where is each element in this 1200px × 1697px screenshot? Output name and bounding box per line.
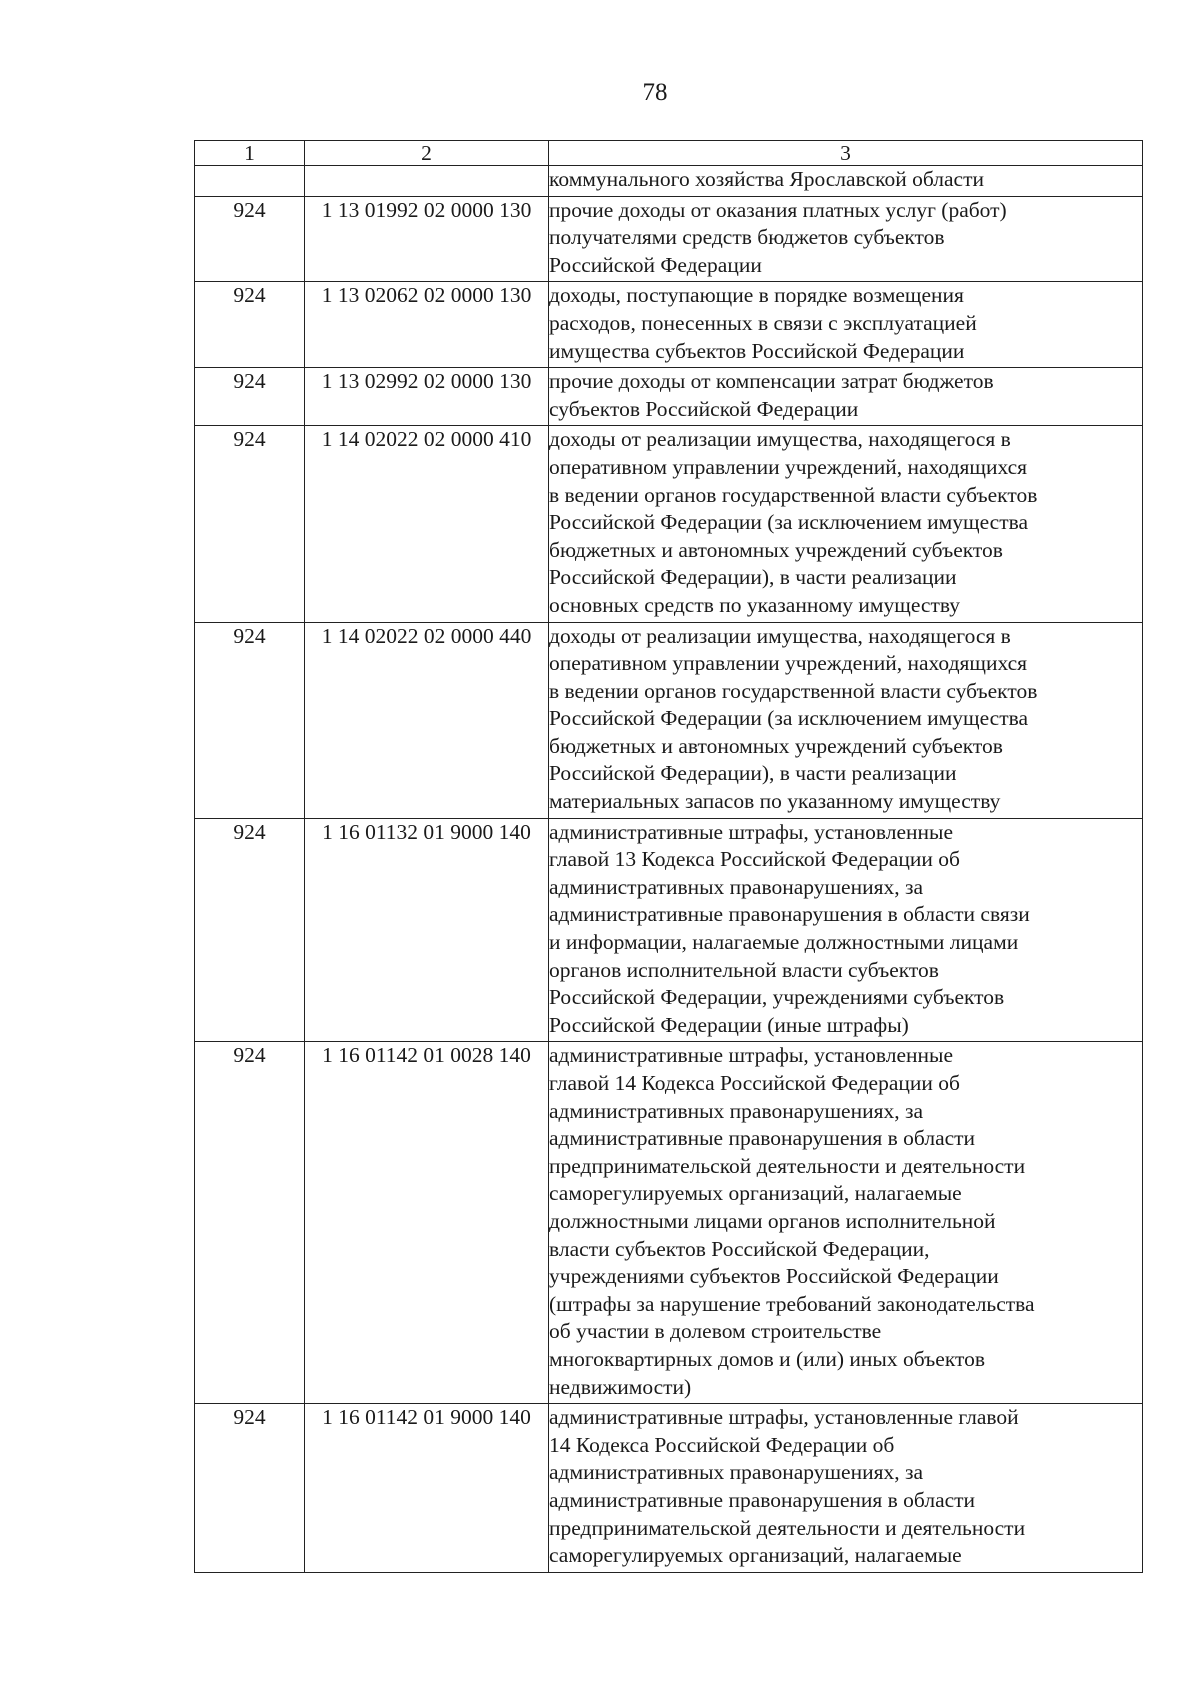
description-line: административные правонарушения в области bbox=[549, 1487, 976, 1512]
description-line: расходов, понесенных в связи с эксплуатацией bbox=[549, 310, 977, 335]
description-line: многоквартирных домов и (или) иных объектов bbox=[549, 1346, 985, 1371]
description-line: Российской Федерации (за исключением имущества bbox=[549, 510, 1029, 535]
description-line: субъектов Российской Федерации bbox=[549, 396, 859, 421]
description-line: прочие доходы от компенсации затрат бюджетов bbox=[549, 369, 994, 394]
admin-code-cell: 924 bbox=[195, 622, 305, 818]
table-row-continuation bbox=[195, 166, 1143, 197]
admin-code-cell: 924 bbox=[195, 282, 305, 368]
description-line: Российской Федерации, учреждениями субъектов bbox=[549, 985, 1005, 1010]
description-line: основных средств по указанному имуществу bbox=[549, 592, 961, 617]
description-line: коммунального хозяйства Ярославской области bbox=[549, 167, 984, 191]
description-line: Российской Федерации (за исключением имущества bbox=[549, 706, 1029, 731]
admin-code-cell: 924 bbox=[195, 426, 305, 622]
description-cell bbox=[549, 196, 1143, 282]
kbk-code-cell: 1 14 02022 02 0000 440 bbox=[305, 622, 549, 818]
description-line: доходы, поступающие в порядке возмещения bbox=[549, 283, 964, 308]
kbk-code-cell: 1 13 02062 02 0000 130 bbox=[305, 282, 549, 368]
description-line: должностными лицами органов исполнительной bbox=[549, 1208, 996, 1233]
header-cell-1: 1 bbox=[195, 141, 305, 166]
description-line: 14 Кодекса Российской Федерации об bbox=[549, 1432, 895, 1457]
description-line: саморегулируемых организаций, налагаемые bbox=[549, 1181, 962, 1206]
description-line: главой 13 Кодекса Российской Федерации об bbox=[549, 847, 960, 872]
description-line: прочие доходы от оказания платных услуг (работ) bbox=[549, 197, 1007, 222]
description-cell bbox=[549, 166, 1143, 197]
description-cell bbox=[549, 282, 1143, 368]
description-line: в ведении органов государственной власти субъектов bbox=[549, 678, 1038, 703]
header-cell-2: 2 bbox=[305, 141, 549, 166]
description-cell bbox=[549, 1042, 1143, 1404]
description-cell bbox=[549, 622, 1143, 818]
description-line: (штрафы за нарушение требований законодательства bbox=[549, 1291, 1035, 1316]
header-cell-3: 3 bbox=[549, 141, 1143, 166]
kbk-code-cell: 1 13 01992 02 0000 130 bbox=[305, 196, 549, 282]
page-number: 78 bbox=[642, 79, 668, 106]
admin-code-cell: 924 bbox=[195, 368, 305, 426]
description-line: власти субъектов Российской Федерации, bbox=[549, 1236, 930, 1261]
description-line: доходы от реализации имущества, находящегося в bbox=[549, 427, 1011, 452]
admin-code-cell: 924 bbox=[195, 818, 305, 1042]
description-line: бюджетных и автономных учреждений субъектов bbox=[549, 537, 1003, 562]
admin-code-cell: 924 bbox=[195, 1042, 305, 1404]
table-row bbox=[195, 1042, 1143, 1404]
description-line: административные штрафы, установленные главой bbox=[549, 1405, 1019, 1430]
description-line: органов исполнительной власти субъектов bbox=[549, 957, 939, 982]
description-line: административных правонарушениях, за bbox=[549, 874, 924, 899]
description-line: доходы от реализации имущества, находящегося в bbox=[549, 623, 1011, 648]
description-line: оперативном управлении учреждений, находящихся bbox=[549, 454, 1028, 479]
description-line: Российской Федерации bbox=[549, 252, 762, 277]
description-line: административные правонарушения в области связи bbox=[549, 902, 1030, 927]
kbk-code-cell bbox=[305, 166, 549, 197]
table-row bbox=[195, 282, 1143, 368]
description-cell bbox=[549, 368, 1143, 426]
kbk-code-cell: 1 16 01142 01 9000 140 bbox=[305, 1404, 549, 1573]
description-line: административные штрафы, установленные bbox=[549, 1043, 953, 1068]
description-line: и информации, налагаемые должностными лицами bbox=[549, 930, 1019, 955]
description-cell bbox=[549, 1404, 1143, 1573]
table-row bbox=[195, 368, 1143, 426]
description-line: предпринимательской деятельности и деятельности bbox=[549, 1153, 1026, 1178]
description-line: бюджетных и автономных учреждений субъектов bbox=[549, 733, 1003, 758]
description-line: учреждениями субъектов Российской Федерации bbox=[549, 1264, 999, 1289]
description-line: об участии в долевом строительстве bbox=[549, 1319, 882, 1344]
table-row bbox=[195, 622, 1143, 818]
table-row bbox=[195, 1404, 1143, 1573]
description-line: оперативном управлении учреждений, находящихся bbox=[549, 651, 1028, 676]
table-row bbox=[195, 818, 1143, 1042]
admin-code-cell: 924 bbox=[195, 1404, 305, 1573]
description-line: материальных запасов по указанному имуществу bbox=[549, 789, 1001, 814]
description-line: административные правонарушения в области bbox=[549, 1126, 976, 1151]
description-line: получателями средств бюджетов субъектов bbox=[549, 225, 945, 250]
description-line: имущества субъектов Российской Федерации bbox=[549, 338, 965, 363]
description-line: главой 14 Кодекса Российской Федерации об bbox=[549, 1071, 960, 1095]
kbk-code-cell: 1 16 01132 01 9000 140 bbox=[305, 818, 549, 1042]
description-line: административных правонарушениях, за bbox=[549, 1098, 924, 1123]
description-line: Российской Федерации), в части реализации bbox=[549, 565, 957, 590]
description-line: административных правонарушениях, за bbox=[549, 1460, 924, 1485]
kbk-code-cell: 1 13 02992 02 0000 130 bbox=[305, 368, 549, 426]
description-line: административные штрафы, установленные bbox=[549, 819, 953, 844]
description-line: недвижимости) bbox=[549, 1374, 692, 1399]
description-line: Российской Федерации), в части реализации bbox=[549, 761, 957, 786]
admin-code-cell: 924 bbox=[195, 196, 305, 282]
revenue-codes-table bbox=[194, 140, 1143, 1573]
description-cell bbox=[549, 818, 1143, 1042]
table-body bbox=[195, 141, 1143, 1573]
description-line: саморегулируемых организаций, налагаемые bbox=[549, 1543, 962, 1568]
description-line: в ведении органов государственной власти субъектов bbox=[549, 482, 1038, 507]
description-line: предпринимательской деятельности и деятельности bbox=[549, 1515, 1026, 1540]
table-header-row bbox=[195, 141, 1143, 166]
admin-code-cell bbox=[195, 166, 305, 197]
table-row bbox=[195, 426, 1143, 622]
kbk-code-cell: 1 14 02022 02 0000 410 bbox=[305, 426, 549, 622]
description-line: Российской Федерации (иные штрафы) bbox=[549, 1012, 909, 1037]
description-cell bbox=[549, 426, 1143, 622]
kbk-code-cell: 1 16 01142 01 0028 140 bbox=[305, 1042, 549, 1404]
table-row bbox=[195, 196, 1143, 282]
